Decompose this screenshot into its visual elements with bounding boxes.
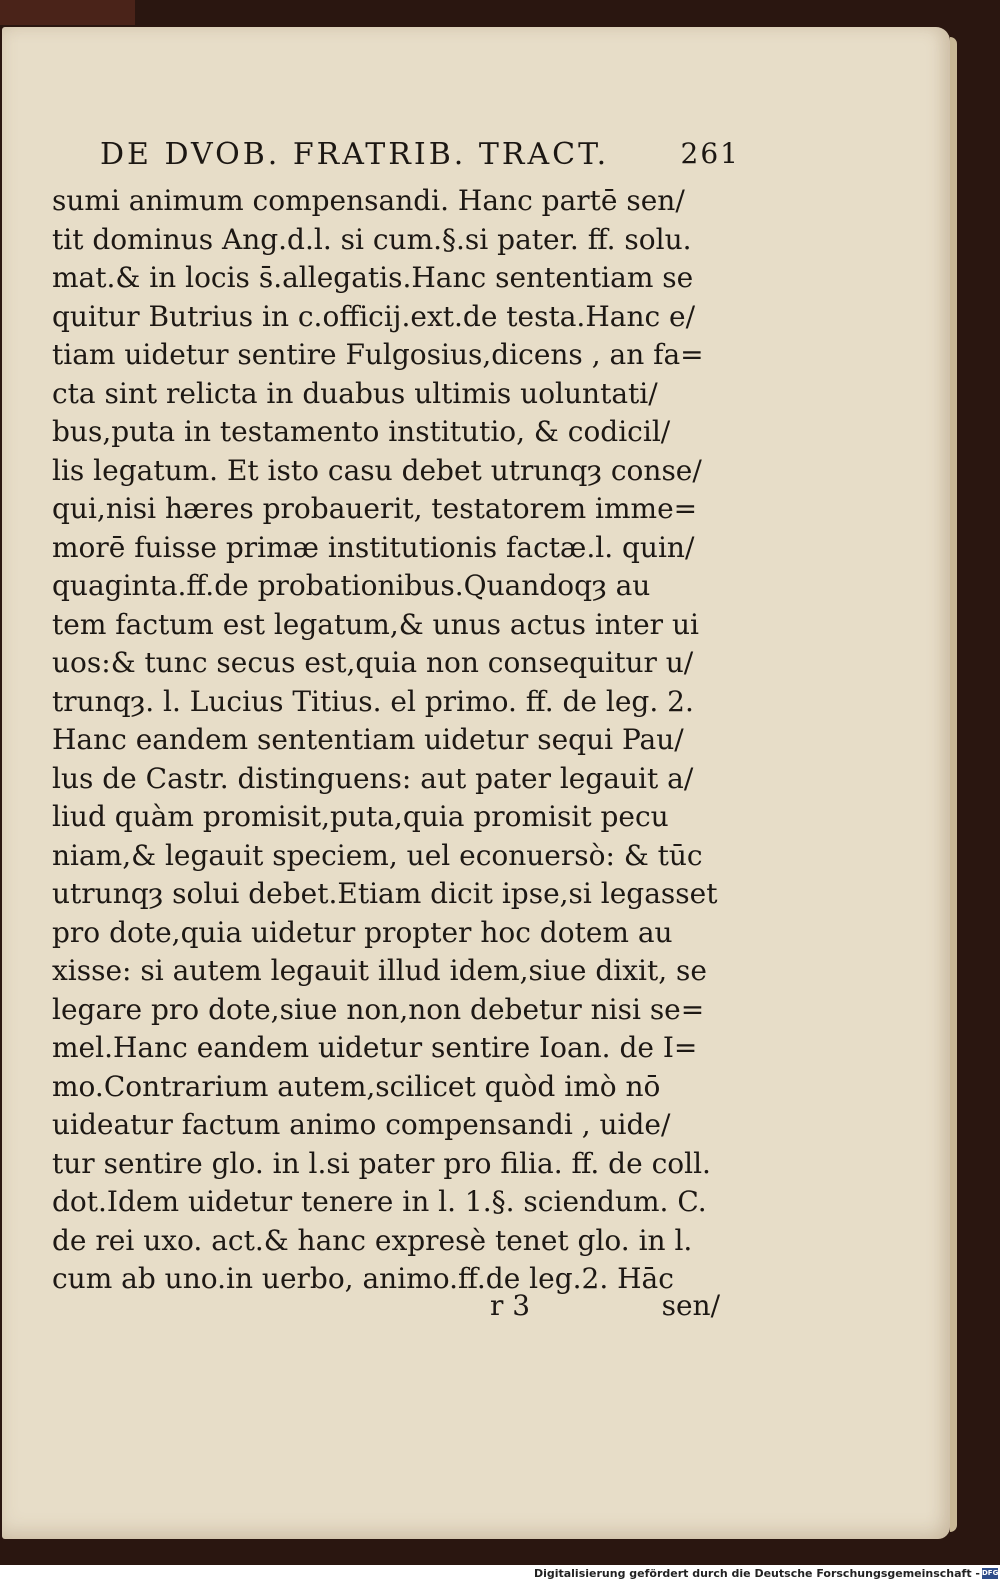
text-line-16: lus de Castr. distinguens: aut pater legauit a/ [52, 761, 694, 795]
text-line-17: liud quàm promisit,puta,quia promisit pecu [52, 800, 669, 833]
text-line-29: cum ab uno.in uerbo, animo.ff.de leg.2. Hāc [52, 1262, 674, 1295]
text-line-18: niam,& legauit speciem, uel econuersò: & tūc [52, 838, 703, 872]
text-line-9: qui,nisi hæres probauerit, testatorem imme= [52, 492, 698, 525]
text-line-12: tem factum est legatum,& unus actus inter ui [52, 607, 699, 641]
text-line-15: Hanc eandem sententiam uidetur sequi Pau/ [52, 723, 684, 756]
text-line-23: mel.Hanc eandem uidetur sentire Ioan. de I= [52, 1031, 698, 1064]
book-binding-edge [0, 0, 135, 25]
text-line-11: quaginta.ff.de probationibus.Quandoqȝ au [52, 569, 651, 602]
text-line-5: tiam uidetur sentire Fulgosius,dicens , an fa= [52, 338, 704, 371]
catchword: sen/ [661, 1289, 720, 1322]
page-fore-edge [950, 37, 957, 1532]
text-line-25: uideatur factum animo compensandi , uide/ [52, 1108, 671, 1141]
text-line-3: mat.& in locis s̄.allegatis.Hanc sententiam se [52, 261, 694, 294]
text-line-20: pro dote,quia uidetur propter hoc dotem au [52, 915, 673, 949]
digitization-footer [0, 1566, 1000, 1582]
signature-mark: r 3 [490, 1289, 531, 1322]
text-line-4: quitur Butrius in c.officij.ext.de testa.Hanc e/ [52, 299, 696, 333]
text-line-1: sumi animum compensandi. Hanc partē sen/ [52, 184, 685, 217]
funding-credit: Digitalisierung gefördert durch die Deutsche Forschungsgemeinschaft - [533, 1567, 980, 1580]
text-line-10: morē fuisse primæ institutionis factæ.l. quin/ [52, 530, 695, 564]
text-line-26: tur sentire glo. in l.si pater pro filia. ff. de coll. [52, 1146, 711, 1180]
body-text [52, 182, 732, 1299]
text-line-7: bus,puta in testamento institutio, & codicil/ [52, 415, 671, 448]
running-head-title: DE DVOB. FRATRIB. TRACT. [100, 137, 610, 172]
text-line-14: trunqȝ. l. Lucius Titius. el primo. ff. de leg. 2. [52, 684, 694, 718]
dfg-logo: DFG [982, 1569, 999, 1577]
text-line-2: tit dominus Ang.d.l. si cum.§.si pater. ff. solu. [52, 222, 692, 256]
catchline [490, 1289, 720, 1329]
text-line-22: legare pro dote,siue non,non debetur nisi se= [52, 992, 705, 1026]
text-line-28: de rei uxo. act.& hanc expresè tenet glo. in l. [52, 1223, 693, 1257]
text-line-13: uos:& tunc secus est,quia non consequitur u/ [52, 646, 694, 679]
running-head [100, 137, 740, 183]
text-line-21: xisse: si autem legauit illud idem,siue dixit, se [52, 954, 707, 987]
text-line-19: utrunqȝ solui debet.Etiam dicit ipse,si legasset [52, 877, 718, 910]
book-page [2, 27, 950, 1539]
page-number: 261 [680, 137, 740, 170]
text-line-8: lis legatum. Et isto casu debet utrunqȝ conse/ [52, 453, 702, 487]
text-line-6: cta sint relicta in duabus ultimis uoluntati/ [52, 376, 658, 410]
text-line-24: mo.Contrarium autem,scilicet quòd imò nō [52, 1069, 661, 1103]
text-line-27: dot.Idem uidetur tenere in l. 1.§. sciendum. C. [52, 1185, 707, 1218]
